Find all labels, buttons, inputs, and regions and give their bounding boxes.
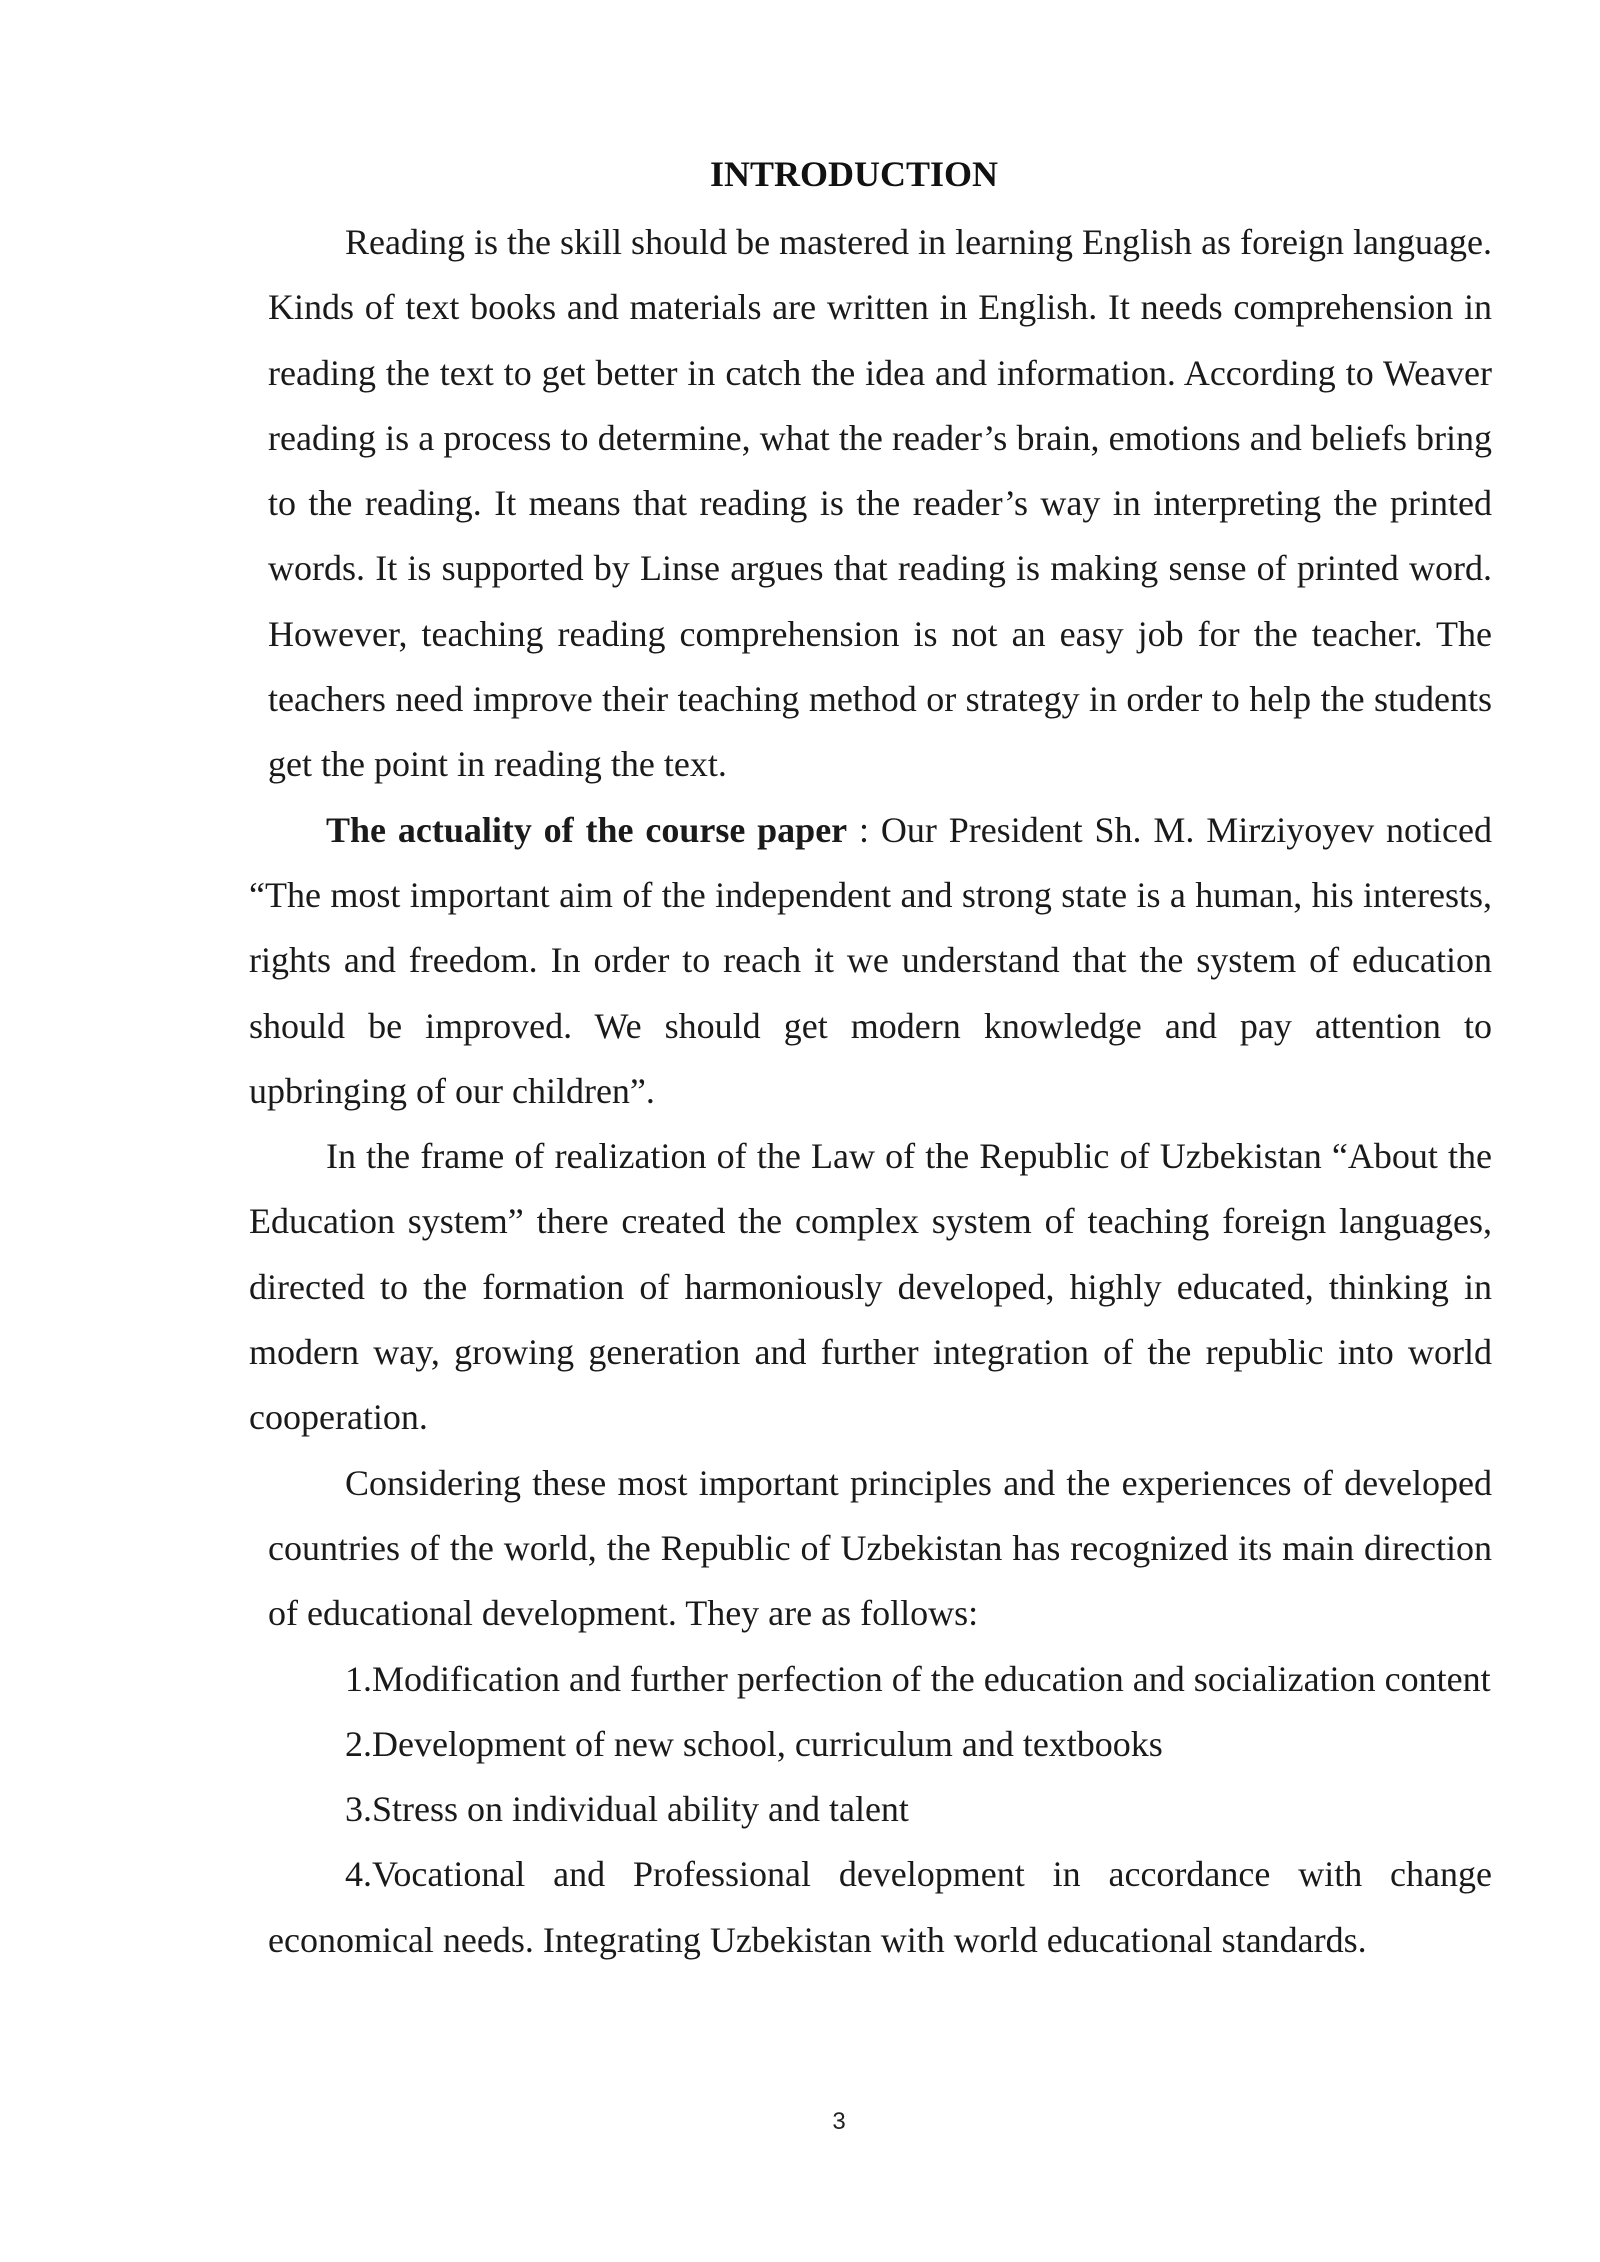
page-number: 3 xyxy=(832,2108,846,2135)
list-item: 3.Stress on individual ability and talent xyxy=(345,1789,909,1830)
list-item: 1.Modification and further perfection of the education and socialization content xyxy=(345,1658,1491,1699)
list-item: 2.Development of new school, curriculum and textbooks xyxy=(345,1723,1163,1764)
paragraph-principles: Considering these most important principles and the experiences of developed countries of the world, the Republic of Uzbekistan has recognized its main direction of educational development. They are as follows: xyxy=(268,1462,1492,1634)
document-body xyxy=(0,210,1600,1973)
actuality-text: Our President Sh. M. Mirziyoyev noticed “The most important aim of the independent and strong state is a human, his interests, rights and freedom. In order to reach it we understand that the system of education should be improved. We should get modern knowledge and pay attention to upbringing of our children”. xyxy=(249,809,1492,1111)
paragraph-actuality xyxy=(249,798,1492,1124)
actuality-heading: The actuality of the course paper xyxy=(326,809,848,850)
list-item: 4.Vocational and Professional development in accordance with change economical needs. Integrating Uzbekistan with world educational standards. xyxy=(268,1854,1492,1960)
paragraph-reading-skill: Reading is the skill should be mastered in learning English as foreign language. Kinds of text books and materials are written in English. It needs comprehension in reading the text to get better in catch the idea and information. According to Weaver reading is a process to determine, what the reader’s brain, emotions and beliefs bring to the reading. It means that reading is the reader’s way in interpreting the printed words. It is supported by Linse argues that reading is making sense of printed word. However, teaching reading comprehension is not an easy job for the teacher. The teachers need improve their teaching method or strategy in order to help the students get the point in reading the text. xyxy=(268,222,1492,785)
paragraph-law-education: In the frame of realization of the Law of the Republic of Uzbekistan “About the Education system” there created the complex system of teaching foreign languages, directed to the formation of harmoniously developed, highly educated, thinking in modern way, growing generation and further integration of the republic into world cooperation. xyxy=(249,1136,1492,1438)
page-title: INTRODUCTION xyxy=(709,154,999,194)
actuality-separator: : xyxy=(847,809,881,850)
